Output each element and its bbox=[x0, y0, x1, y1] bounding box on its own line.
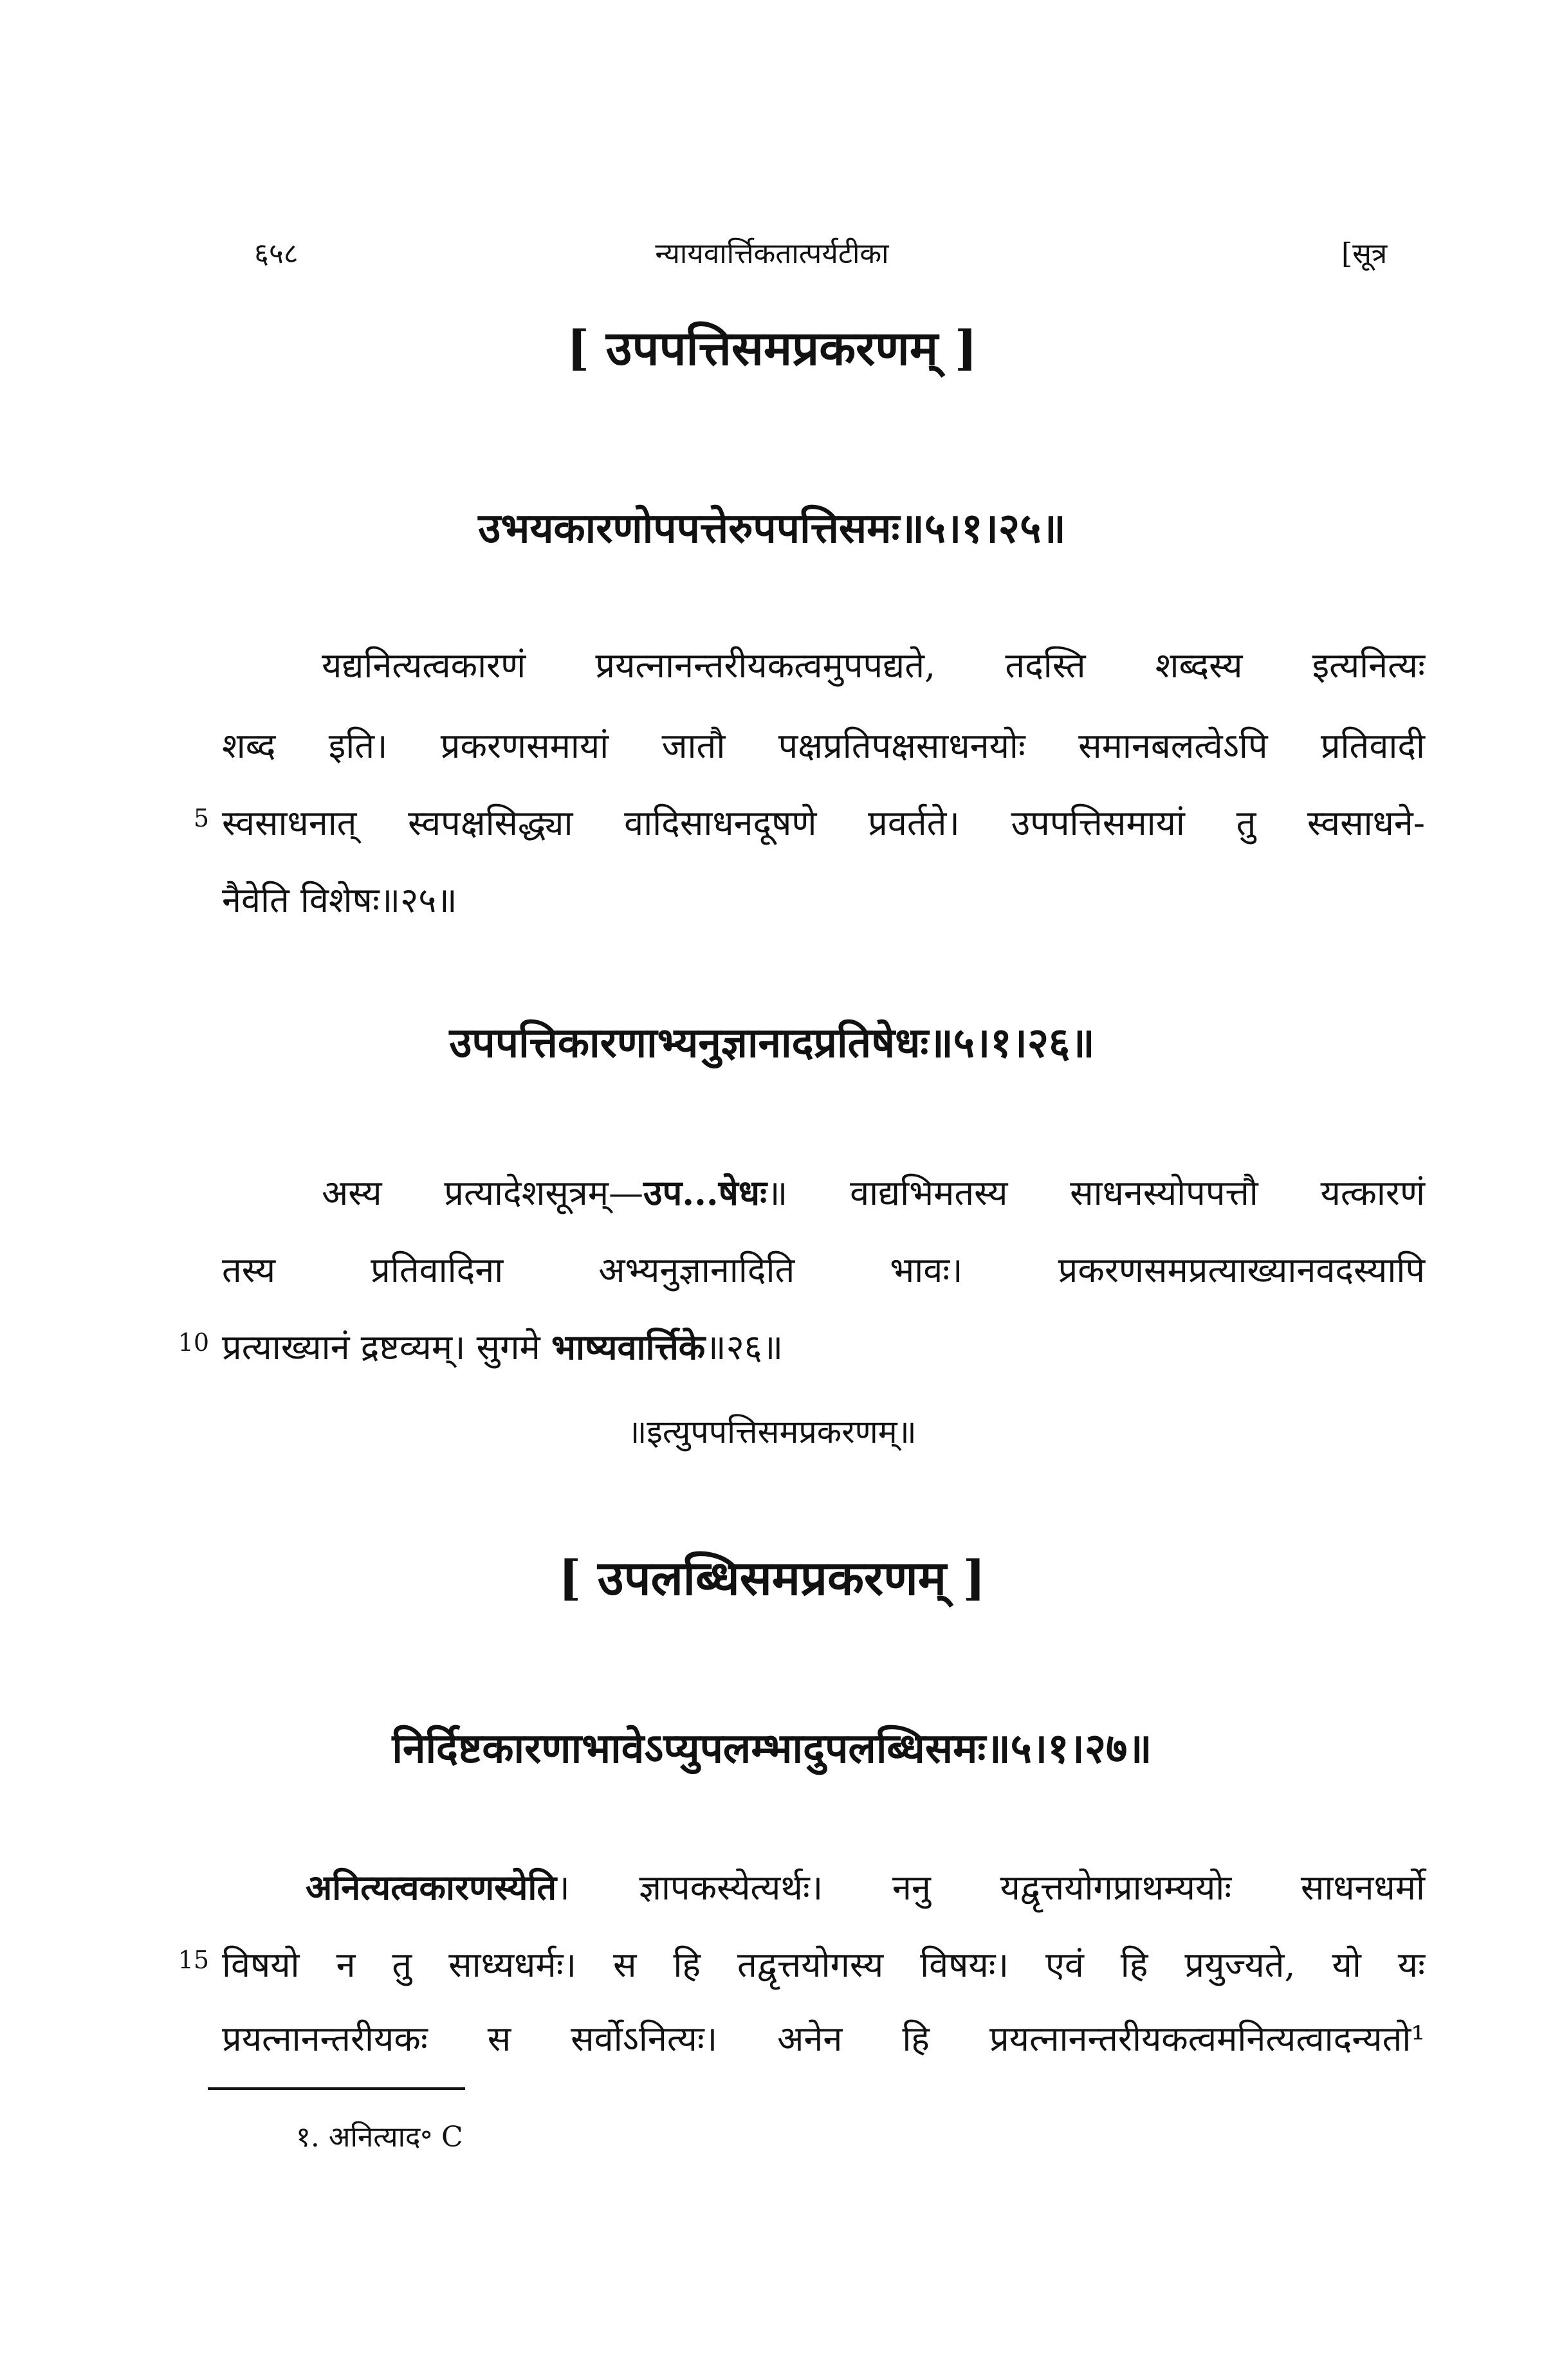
commentary-line bbox=[322, 1167, 1425, 1215]
pratika-text: उप...षेधः bbox=[643, 1172, 767, 1213]
footnote-rule bbox=[208, 2087, 465, 2090]
commentary-text: अस्य प्रत्यादेशसूत्रम्— bbox=[322, 1173, 643, 1213]
line-number: 5 bbox=[193, 804, 209, 832]
commentary-line: नैवेति विशेषः॥२५॥ bbox=[222, 880, 457, 920]
commentary-line: यद्यनित्यत्वकारणं प्रयत्नानन्तरीयकत्वमुपपद्यते, तदस्ति शब्दस्य इत्यनित्यः bbox=[322, 645, 1425, 686]
pratika-text: अनित्यत्वकारणस्येति bbox=[306, 1867, 557, 1908]
page-number: ६५८ bbox=[254, 237, 299, 270]
commentary-line: तस्य प्रतिवादिना अभ्यनुज्ञानादिति भावः। प्रकरणसमप्रत्याख्यानवदस्यापि bbox=[222, 1250, 1425, 1290]
commentary-text: । ज्ञापकस्येत्यर्थः। ननु यद्वृत्तयोगप्राथम्ययोः साधनधर्मो bbox=[556, 1867, 1425, 1908]
commentary-text: प्रत्याख्यानं द्रष्टव्यम्। सुगमे bbox=[222, 1327, 552, 1368]
commentary-text: ॥२६॥ bbox=[705, 1327, 784, 1368]
commentary-line: स्वसाधनात् स्वपक्षसिद्ध्या वादिसाधनदूषणे प्रवर्तते। उपपत्तिसमायां तु स्वसाधने- bbox=[222, 803, 1425, 843]
section-closing: ॥इत्युपपत्तिसमप्रकरणम्॥ bbox=[627, 1413, 917, 1451]
sutra-5-1-26: उपपत्तिकारणाभ्यनुज्ञानादप्रतिषेधः॥५।१।२६॥ bbox=[449, 1019, 1095, 1067]
pratika-text: भाष्यवार्त्तिके bbox=[551, 1326, 706, 1368]
commentary-line: प्रयत्नानन्तरीयकः स सर्वोऽनित्यः। अनेन हि प्रयत्नानन्तरीयकत्वमनित्यत्वादन्यतो¹ bbox=[222, 2018, 1425, 2059]
commentary-text: ॥ वाद्यभिमतस्य साधनस्योपपत्तौ यत्कारणं bbox=[767, 1173, 1426, 1213]
running-title: न्यायवार्त्तिकतात्पर्यटीका bbox=[655, 237, 889, 270]
commentary-line: विषयो न तु साध्यधर्मः। स हि तद्वृत्तयोगस्य विषयः। एवं हि प्रयुज्यते, यो यः bbox=[222, 1945, 1425, 1985]
commentary-line bbox=[222, 1322, 1425, 1369]
section-heading-upalabdhisama: [ उपलब्धिसमप्रकरणम् ] bbox=[558, 1551, 986, 1606]
line-number: 15 bbox=[178, 1946, 209, 1974]
section-heading-upapattisama: [ उपपत्तिसमप्रकरणम् ] bbox=[567, 321, 977, 376]
sutra-5-1-25: उभयकारणोपपत्तेरुपपत्तिसमः॥५।१।२५॥ bbox=[478, 504, 1066, 553]
commentary-line: शब्द इति। प्रकरणसमायां जातौ पक्षप्रतिपक्षसाधनयोः समानबलत्वेऽपि प्रतिवादी bbox=[222, 726, 1425, 766]
commentary-line bbox=[306, 1862, 1425, 1910]
footnote: १. अनित्याद॰ C bbox=[296, 2121, 463, 2154]
sutra-5-1-27: निर्दिष्टकारणाभावेऽप्युपलम्भादुपलब्धिसमः॥५।१।२७॥ bbox=[392, 1725, 1152, 1773]
line-number: 10 bbox=[178, 1328, 209, 1357]
section-marker: [सूत्र bbox=[1341, 237, 1388, 270]
